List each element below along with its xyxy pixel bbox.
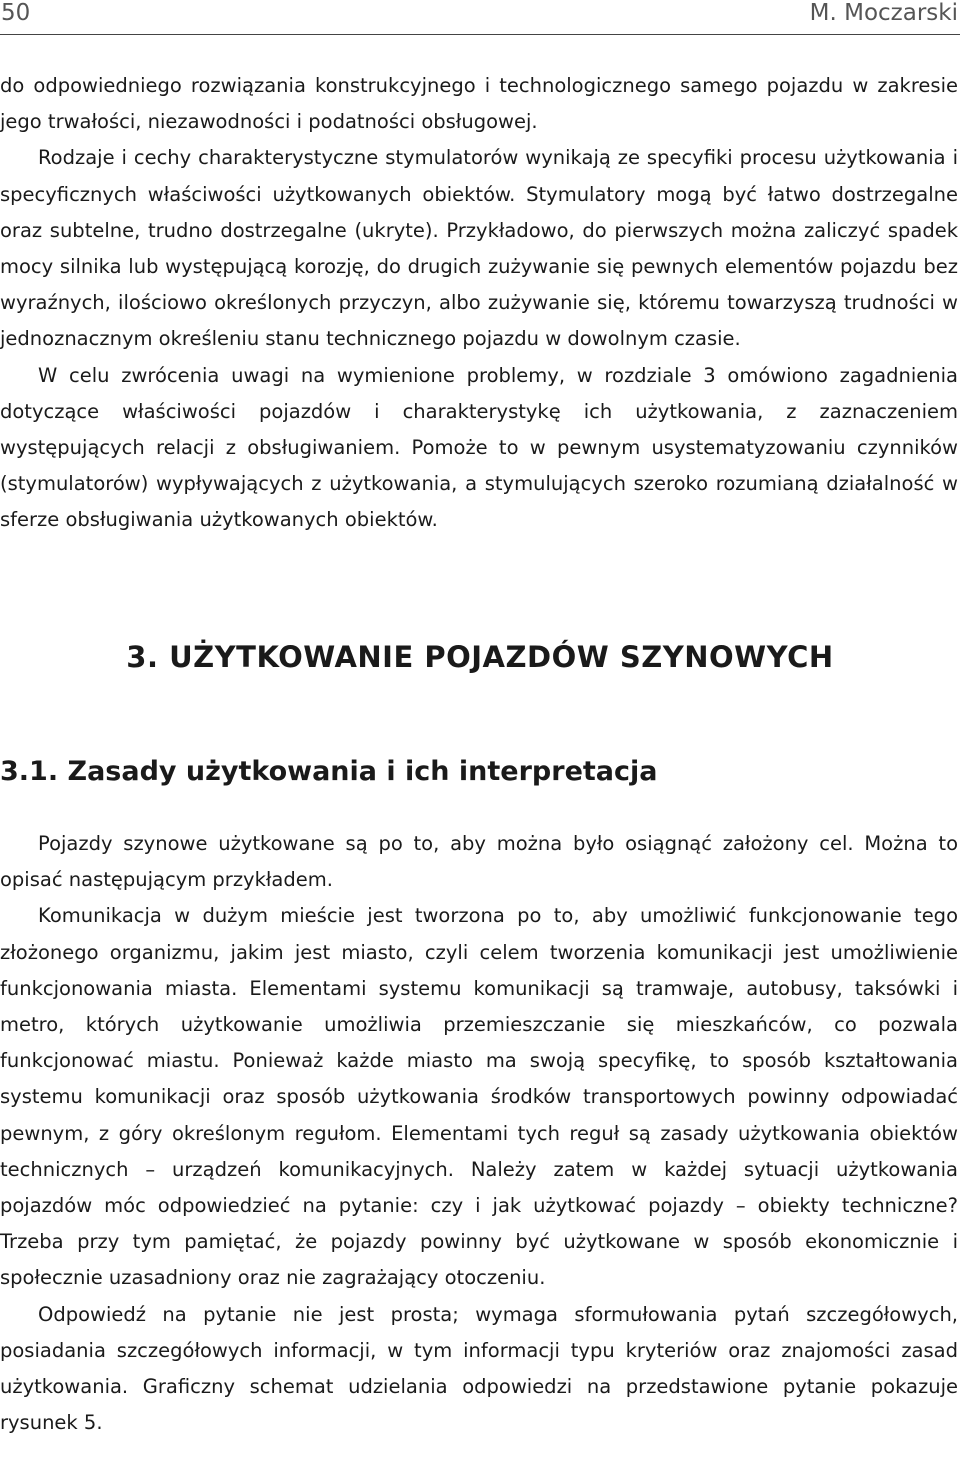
chapter-title: 3. UŻYTKOWANIE POJAZDÓW SZYNOWYCH <box>126 640 834 674</box>
section-text <box>0 826 958 1441</box>
page-number: 50 <box>1 0 31 26</box>
intro-text <box>0 68 958 539</box>
paragraph: Rodzaje i cechy charakterystyczne stymulatorów wynikają ze specyfiki procesu użytkowania i specyficznych właściwości użytkowanych obiektów. Stymulatory mogą być łatwo dostrzegalne oraz subtelne, trudno dostrzegalne (ukryte). Przykładowo, do pierwszych można zaliczyć spadek mocy silnika lub występującą korozję, do drugich zużywanie się pewnych elementów pojazdu bez wyraźnych, ilościowo określonych przyczyn, albo zużywanie się, któremu towarzyszą trudności w jednoznacznym określeniu stanu technicznego pojazdu w dowolnym czasie. <box>0 146 958 351</box>
paragraph: Pojazdy szynowe użytkowane są po to, aby można było osiągnąć założony cel. Można to opisać następującym przykładem. <box>0 832 958 892</box>
paragraph: do odpowiedniego rozwiązania konstrukcyjnego i technologicznego samego pojazdu w zakresie jego trwałości, niezawodności i podatności obsługowej. <box>0 74 958 134</box>
page-header <box>0 0 960 34</box>
section-title: 3.1. Zasady użytkowania i ich interpretacja <box>0 756 658 787</box>
header-rule <box>0 34 960 35</box>
paragraph: W celu zwrócenia uwagi na wymienione problemy, w rozdziale 3 omówiono zagadnienia dotyczące właściwości pojazdów i charakterystykę ich użytkowania, z zaznaczeniem występujących relacji z obsługiwaniem. Pomoże to w pewnym usystematyzowaniu czynników (stymulatorów) wypływających z użytkowania, a stymulujących szeroko rozumianą działalność w sferze obsługiwania użytkowanych obiektów. <box>0 363 958 532</box>
running-head-author: M. Moczarski <box>809 0 958 26</box>
paragraph: Odpowiedź na pytanie nie jest prosta; wymaga sformułowania pytań szczegółowych, posiadania szczegółowych informacji, w tym informacji typu kryteriów oraz znajomości zasad użytkowania. Graficzny schemat udzielania odpowiedzi na przedstawione pytanie pokazuje rysunek 5. <box>0 1302 958 1435</box>
paragraph: Komunikacja w dużym mieście jest tworzona po to, aby umożliwić funkcjonowanie tego złożonego organizmu, jakim jest miasto, czyli celem tworzenia komunikacji jest umożliwienie funkcjonowania miasta. Elementami systemu komunikacji są tramwaje, autobusy, taksówki i metro, których użytkowanie umożliwia przemieszczanie się mieszkańców, co pozwala funkcjonować miastu. Ponieważ każde miasto ma swoją specyfikę, to sposób kształtowania systemu komunikacji oraz sposób użytkowania środków transportowych powinny odpowiadać pewnym, z góry określonym regułom. Elementami tych reguł są zasady użytkowania obiektów technicznych – urządzeń komunikacyjnych. Należy zatem w każdej sytuacji użytkowania pojazdów móc odpowiedzieć na pytanie: czy i jak użytkować pojazdy – obiekty techniczne? Trzeba przy tym pamiętać, że pojazdy powinny być użytkowane w sposób ekonomicznie i społecznie uzasadniony oraz nie zagrażający otoczeniu. <box>0 904 958 1290</box>
